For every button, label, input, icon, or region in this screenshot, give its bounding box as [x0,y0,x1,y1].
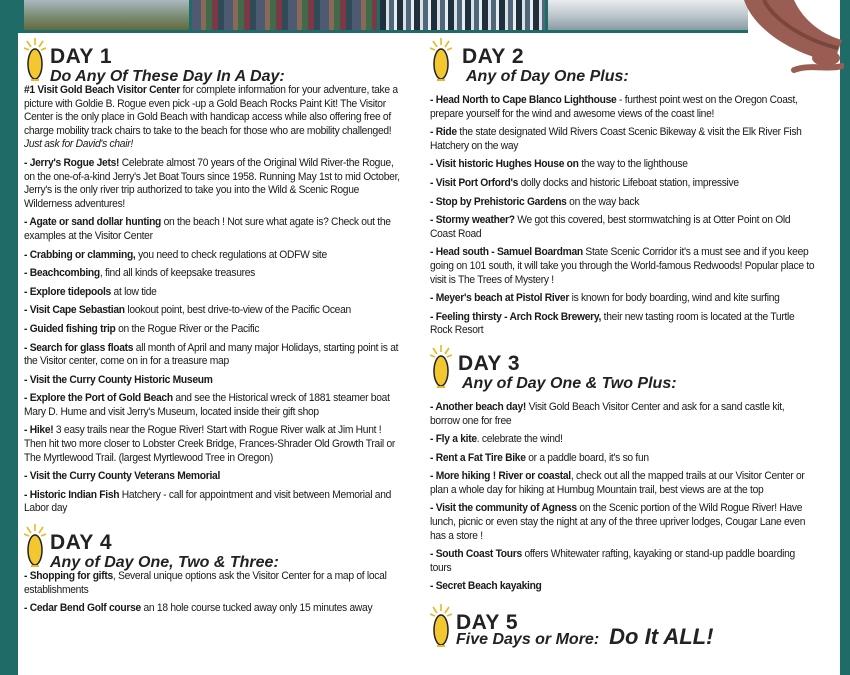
day3-section [430,343,828,594]
list-item [430,401,816,428]
day4-list [24,570,400,616]
left-column [24,36,412,621]
day1-list [24,84,400,516]
list-item [430,126,816,153]
day5-title: DAY 5 [456,611,519,635]
item-heading: - Agate or sand dollar hunting [24,216,162,229]
item-text: at low tide [110,285,157,298]
sun-icon [430,604,452,648]
day4-section [24,522,412,616]
left-border [0,0,18,675]
list-item [430,548,816,575]
item-text: , Several unique options ask the Visitor Center for a map of local establishments [24,570,387,596]
item-text: and see the Historical wreck of 1881 steamer boat Mary D. Hume and visit Jerry's Museum, located inside their gift shop [24,392,390,418]
day2-title: DAY 2 [462,45,525,68]
item-heading: - Cedar Bend Golf course [24,602,141,615]
day3-header [430,343,828,391]
item-text: the state designated Wild Rivers Coast Scenic Bikeway & visit the Elk River Fish Hatchery on the way [430,126,802,152]
list-item [24,489,400,516]
day4-header [24,522,412,570]
list-item [430,246,816,287]
list-item [24,374,400,388]
item-heading: - Visit historic Hughes House on [430,158,579,171]
list-item [430,214,816,241]
list-item [430,580,816,594]
day5-header [430,602,828,650]
item-text: Visit Gold Beach Visitor Center and ask for a sand castle kit, borrow one for free [430,400,785,427]
day2-section [430,36,828,338]
item-text: all month of April and many major Holidays, starting point is at the Visitor center, come on in for a treasure map [24,341,399,368]
item-text: , check out all the mapped trails at our Visitor Center or plan a whole day for hiking at Humbug Mountain trail, best views are at the top [430,470,805,496]
item-text: 3 easy trails near the Rogue River! Start with Rogue River walk at Jim Hunt ! Then hit two more closer to Lobster Creek Bridge, Frances-Shrader Old Growth Trail or The Myrtlewood Trail. (largest Myrtlewood Tree in Oregon) [24,424,396,464]
item-text: on the Scenic portion of the Wild Rogue River! Have lunch, picnic or even stay the night at any of the three upriver lodges, Cougar Lane even has a store ! [430,502,806,542]
day3-subtitle: Any of Day One & Two Plus: [462,374,677,392]
list-item [430,433,816,447]
list-item [430,470,816,497]
item-text: We got this covered, best stormwatching is at Otter Point on Old Coast Road [430,214,791,240]
right-column [430,36,828,650]
rocks-photo [192,0,377,30]
item-text: , find all kinds of keepsake treasures [99,267,256,280]
list-item [24,392,400,419]
item-text: Hatchery - call for appointment and visit between Memorial and Labor day [24,488,392,515]
item-text: an 18 hole course tucked away only 15 minutes away [140,602,373,615]
list-item [24,323,400,337]
day1-section [24,36,412,516]
list-item [24,470,400,484]
list-item [430,292,816,306]
day2-subtitle: Any of Day One Plus: [466,68,629,85]
item-heading: - Stop by Prehistoric Gardens [430,195,567,208]
item-heading: - Jerry's Rogue Jets! [24,156,120,169]
item-heading: - South Coast Tours [430,548,522,561]
item-heading: #1 Visit Gold Beach Visitor Center [24,84,180,96]
item-heading: - Visit Cape Sebastian [24,304,125,317]
landscape-photo [24,0,189,30]
item-text: offers Whitewater rafting, kayaking or stand-up paddle boarding tours [430,548,795,574]
day5-section [430,602,828,650]
item-text: the way to the lighthouse [578,158,688,171]
day5-tagline: Do It ALL! [609,624,714,650]
day4-subtitle: Any of Day One, Two & Three: [50,554,279,572]
item-heading: - Shopping for gifts [24,570,113,583]
day5-subtitle: Five Days or More: [456,631,600,649]
item-heading: - Meyer's beach at Pistol River [430,292,570,305]
item-heading: - More hiking ! River or coastal [430,470,571,483]
item-heading: - Beachcombing [24,267,100,280]
item-heading: - Search for glass floats [24,341,134,354]
item-heading: - Visit Port Orford's [430,176,519,189]
list-item [24,84,400,152]
photo-strip [18,0,748,33]
item-heading: - Guided fishing trip [24,322,116,335]
list-item [24,157,400,211]
day2-list [430,94,816,338]
day5-subtitle-row [456,624,714,650]
item-text: you need to check regulations at ODFW site [135,248,327,261]
list-item [24,249,400,263]
item-heading: - Visit the Curry County Veterans Memorial [24,470,221,483]
item-heading: - Hike! [24,424,54,437]
list-item [24,304,400,318]
item-heading: - Fly a kite [430,433,477,446]
item-text: on the way back [566,195,640,208]
item-heading: - Secret Beach kayaking [430,580,542,593]
list-item [24,267,400,281]
day1-subtitle: Do Any Of These Day In A Day: [50,68,285,85]
item-text: or a paddle board, it's so fun [525,451,649,464]
list-item [430,452,816,466]
item-text: on the Rogue River or the Pacific [115,322,260,335]
list-item [430,94,816,121]
item-text: . celebrate the wind! [476,433,563,446]
list-item [24,570,400,597]
item-text: State Scenic Corridor it's a must see and if you keep going on 101 south, it will take you through the World-famous Redwoods! Popular place to visit is The Trees of Mystery ! [430,246,815,286]
list-item [24,216,400,243]
list-item [24,602,400,616]
item-heading: - Visit the Curry County Historic Museum [24,373,213,386]
item-heading: - Ride [430,126,457,139]
list-item [24,286,400,300]
item-heading: - Another beach day! [430,400,527,413]
item-heading: - Rent a Fat Tire Bike [430,451,526,464]
item-text: dolly docks and historic Lifeboat station, impressive [518,176,739,189]
day4-title: DAY 4 [50,531,113,555]
list-item [430,158,816,172]
item-heading: - Historic Indian Fish [24,488,120,501]
item-note: Just ask for David's chair! [24,138,133,151]
day2-header [430,36,828,84]
item-heading: - Feeling thirsty - Arch Rock Brewery, [430,310,602,323]
list-item [24,424,400,465]
item-text: for complete information for your adventure, take a picture with Goldie B. Rogue even pick -up a Gold Beach Rocks Paint Kit! The Visitor Center is the only place in Gold Beach with handicap access while also offering free of charge mobility track chairs to take to the beach for those who are mobility challenged! [24,84,398,137]
item-heading: - Crabbing or clamming, [24,248,136,261]
list-item [430,311,816,338]
item-text: their new tasting room is located at the Turtle Rock Resort [430,310,795,337]
list-item [430,177,816,191]
item-heading: - Visit the community of Agness [430,502,577,515]
item-heading: - Head south - Samuel Boardman [430,246,583,259]
sun-icon [24,524,46,568]
sun-icon [430,345,452,389]
list-item [430,196,816,210]
item-heading: - Explore tidepools [24,285,111,298]
day3-title: DAY 3 [458,351,521,375]
item-heading: - Explore the Port of Gold Beach [24,392,173,405]
item-text: on the beach ! Not sure what agate is? Check out the examples at the Visitor Center [24,216,391,242]
item-text: Celebrate almost 70 years of the Original Wild River-the Rogue, on the one-of-a-kind Jerry's Jet Boat Tours since 1958. Running May 1st to mid October, Jerry's is the only river trip authorized to take you into the Wild & Scenic Rogue Wilderness adventures! [24,156,400,210]
item-heading: - Head North to Cape Blanco Lighthouse [430,94,617,106]
list-item [430,502,816,543]
day1-title: DAY 1 [50,45,113,68]
item-heading: - Stormy weather? [430,214,515,227]
day1-header [24,36,412,84]
horses-photo [380,0,545,30]
right-border [840,0,850,675]
item-text: is known for body boarding, wind and kite surfing [569,292,780,305]
sun-icon [430,38,452,82]
boat-photo [548,0,748,30]
sun-icon [24,38,46,82]
item-text: - furthest point west on the Oregon Coast, prepare yourself for the wind and awesome views of the coast line! [430,94,798,120]
day3-list [430,401,816,594]
list-item [24,342,400,369]
item-text: lookout point, best drive-to-view of the Pacific Ocean [124,304,351,317]
